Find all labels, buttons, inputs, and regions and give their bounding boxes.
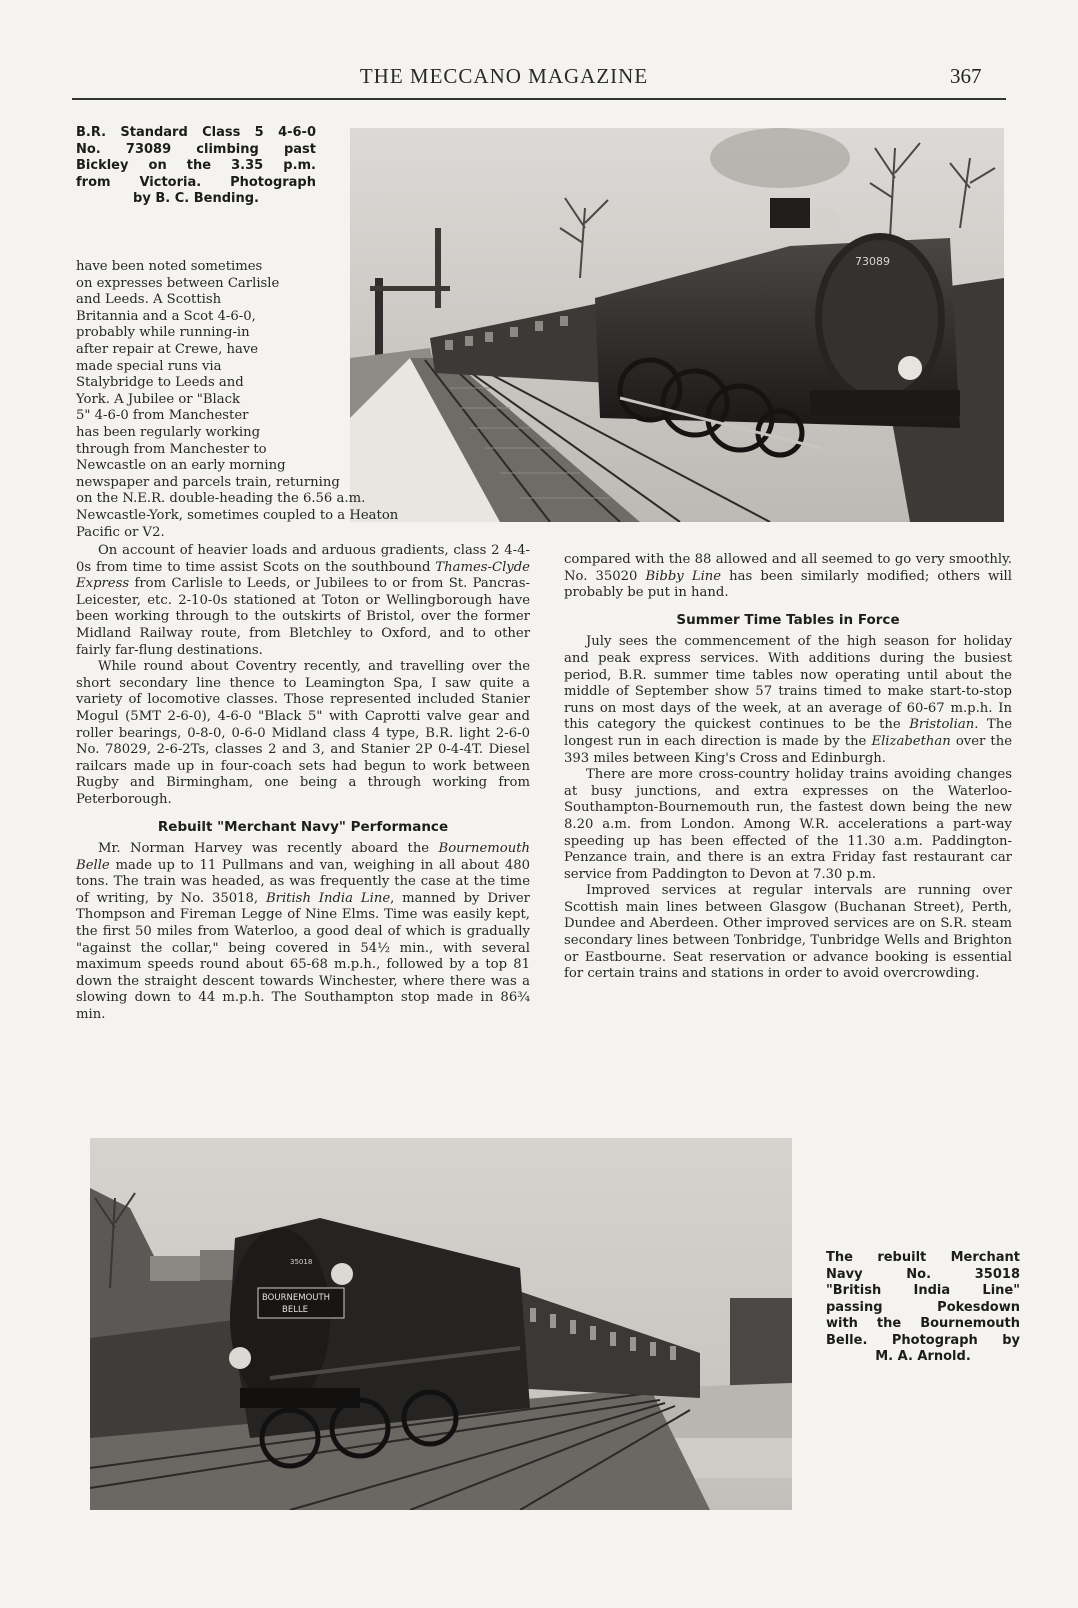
train-name: Thames-Clyde Express — [76, 559, 530, 592]
text-line: York. A Jubilee or "Black — [76, 391, 240, 407]
left-column-wrap-text — [76, 259, 526, 541]
text-run: made up to 11 Pullmans and van, weighing in all about 480 tons. The train was headed, as was frequently the case at the time of writing, by No. 35018, — [76, 857, 530, 906]
paragraph: Improved services at regular intervals are running over Scottish main lines between Glasgow (Buchanan Street), Perth, Dundee and Aberdeen. Other improved services are on S.R. steam secondary lines between Tonbridge, Tunbridge Wells and Brighton or Eastbourne. Seat reservation or advance booking is essential for certain trains and stations in order to avoid overcrowding. — [564, 883, 1012, 982]
text-run: from Carlisle to Leeds, or Jubilees to or from St. Pancras-Leicester, etc. 2-10-0s stationed at Toton or Wellingborough have been working through to the outskirts of Bristol, over the former Midland Railway route, from Bletchley to Oxford, and to other fairly far-flung destinations. — [76, 576, 530, 658]
text-line: newspaper and parcels train, returning — [76, 474, 340, 490]
text-run: compared with the 88 allowed and all seemed to go very smoothly. No. 35020 — [564, 552, 1012, 584]
caption-line: with the Bournemouth — [826, 1316, 1020, 1331]
train-name: Elizabethan — [871, 733, 951, 749]
top-photo-caption — [76, 125, 316, 208]
top-number-plate: 73089 — [855, 255, 890, 268]
headboard-line: BOURNEMOUTH — [262, 1293, 331, 1303]
caption-line: "British India Line" — [826, 1283, 1020, 1298]
paragraph — [564, 552, 1012, 602]
right-column-body — [564, 552, 1012, 983]
running-head: THE MECCANO MAGAZINE — [359, 64, 649, 88]
caption-line: passing Pokesdown — [826, 1299, 1020, 1315]
text-line: Pacific or V2. — [76, 524, 165, 540]
text-run: On account of heavier loads and arduous gradients, class 2 4-4-0s from time to time assist Scots on the southbound — [76, 543, 530, 575]
paragraph: There are more cross-country holiday trains avoiding changes at busy junctions, and extra expresses on the Waterloo-Southampton-Bournemouth run, the fastest down being the new 8.20 a.m. from London. Among W.R. accelerations a part-way speeding up has been effected of the 11.30 a.m. Paddington-Penzance train, and there is an extra Friday fast restaurant car service from Paddington to Devon at 7.30 p.m. — [564, 767, 1012, 882]
text-line: and Leeds. A Scottish — [76, 292, 222, 308]
text-line: Newcastle on an early morning — [76, 458, 286, 474]
page-number: 367 — [950, 64, 982, 88]
caption-line: Belle. Photograph by — [826, 1332, 1020, 1348]
caption-line: by B. C. Bending. — [133, 191, 259, 206]
text-run: July sees the commencement of the high season for holiday and peak express services. With additions during the busiest period, B.R. summer time tables now operating until about the middle of September show 57 trains timed to make start-to-stop runs on most days of the week, at an average of 60-67 m.p.h. In this category the quickest continues to be the — [564, 634, 1012, 733]
caption-line: from Victoria. Photograph — [76, 174, 316, 190]
text-run: has been similarly modified; others will probably be put in hand. — [564, 568, 1012, 601]
bottom-photo-caption — [826, 1250, 1020, 1366]
text-line: made special runs via — [76, 358, 222, 374]
locomotive-name: British India Line — [265, 890, 391, 906]
bottom-locomotive-photo — [90, 1138, 792, 1510]
text-run: . The longest run in each direction is made by the — [564, 717, 1012, 749]
text-line: probably while running-in — [76, 325, 250, 341]
text-line: has been regularly working — [76, 424, 261, 440]
caption-line: No. 73089 climbing past — [76, 141, 316, 157]
paragraph — [76, 543, 530, 659]
left-column-body — [76, 543, 530, 1024]
caption-line: B.R. Standard Class 5 4-6-0 — [76, 125, 316, 140]
locomotive-name: Bibby Line — [645, 568, 722, 584]
train-name: Bristolian — [909, 717, 975, 733]
text-line: on the N.E.R. double-heading the 6.56 a.m. — [76, 491, 366, 507]
text-line: through from Manchester to — [76, 441, 267, 457]
text-line: Stalybridge to Leeds and — [76, 375, 244, 391]
caption-line: Bickley on the 3.35 p.m. — [76, 158, 316, 173]
paragraph — [76, 841, 530, 1024]
text-line: on expresses between Carlisle — [76, 275, 280, 291]
text-line: 5" 4-6-0 from Manchester — [76, 408, 249, 424]
header-rule — [72, 98, 1006, 100]
text-line: after repair at Crewe, have — [76, 341, 259, 357]
text-run: Mr. Norman Harvey was recently aboard the — [98, 841, 439, 857]
headboard-line: BELLE — [282, 1305, 309, 1315]
section-heading: Summer Time Tables in Force — [676, 611, 900, 628]
train-name: Bournemouth Belle — [76, 841, 530, 873]
caption-line: The rebuilt Merchant — [826, 1250, 1020, 1265]
paragraph — [564, 634, 1012, 767]
bottom-number-plate: 35018 — [290, 1258, 313, 1266]
text-line: Britannia and a Scot 4-6-0, — [76, 308, 256, 324]
section-heading: Rebuilt "Merchant Navy" Performance — [157, 818, 449, 835]
text-run: , manned by Driver Thompson and Fireman Legge of Nine Elms. Time was easily kept, the first 50 miles from Waterloo, a good deal of which is gradually "against the collar," being covered in 54½ min., with several maximum speeds round about 65-68 m.p.h., followed by a top 81 down the straight descent towards Winchester, where there was a slowing down to 44 m.p.h. The Southampton stop made in 86¾ min. — [76, 890, 530, 1023]
text-line: Newcastle-York, sometimes coupled to a Heaton — [76, 507, 399, 523]
text-line: have been noted sometimes — [76, 259, 263, 274]
caption-line: Navy No. 35018 — [826, 1266, 1020, 1282]
caption-line: M. A. Arnold. — [875, 1349, 971, 1364]
text-run: over the 393 miles between King's Cross and Edinburgh. — [564, 733, 1012, 766]
paragraph: While round about Coventry recently, and travelling over the short secondary line thence to Leamington Spa, I saw quite a variety of locomotive classes. Those represented included Stanier Mogul (5MT 2-6-0), 4-6-0 "Black 5" with Caprotti valve gear and roller bearings, 0-8-0, 0-6-0 Midland class 4 type, B.R. light 2-6-0 No. 78029, 2-6-2Ts, classes 2 and 3, and Stanier 2P 0-4-4T. Diesel railcars made up in four-coach sets had begun to work between Rugby and Birmingham, one being a through working from Peterborough. — [76, 659, 530, 807]
